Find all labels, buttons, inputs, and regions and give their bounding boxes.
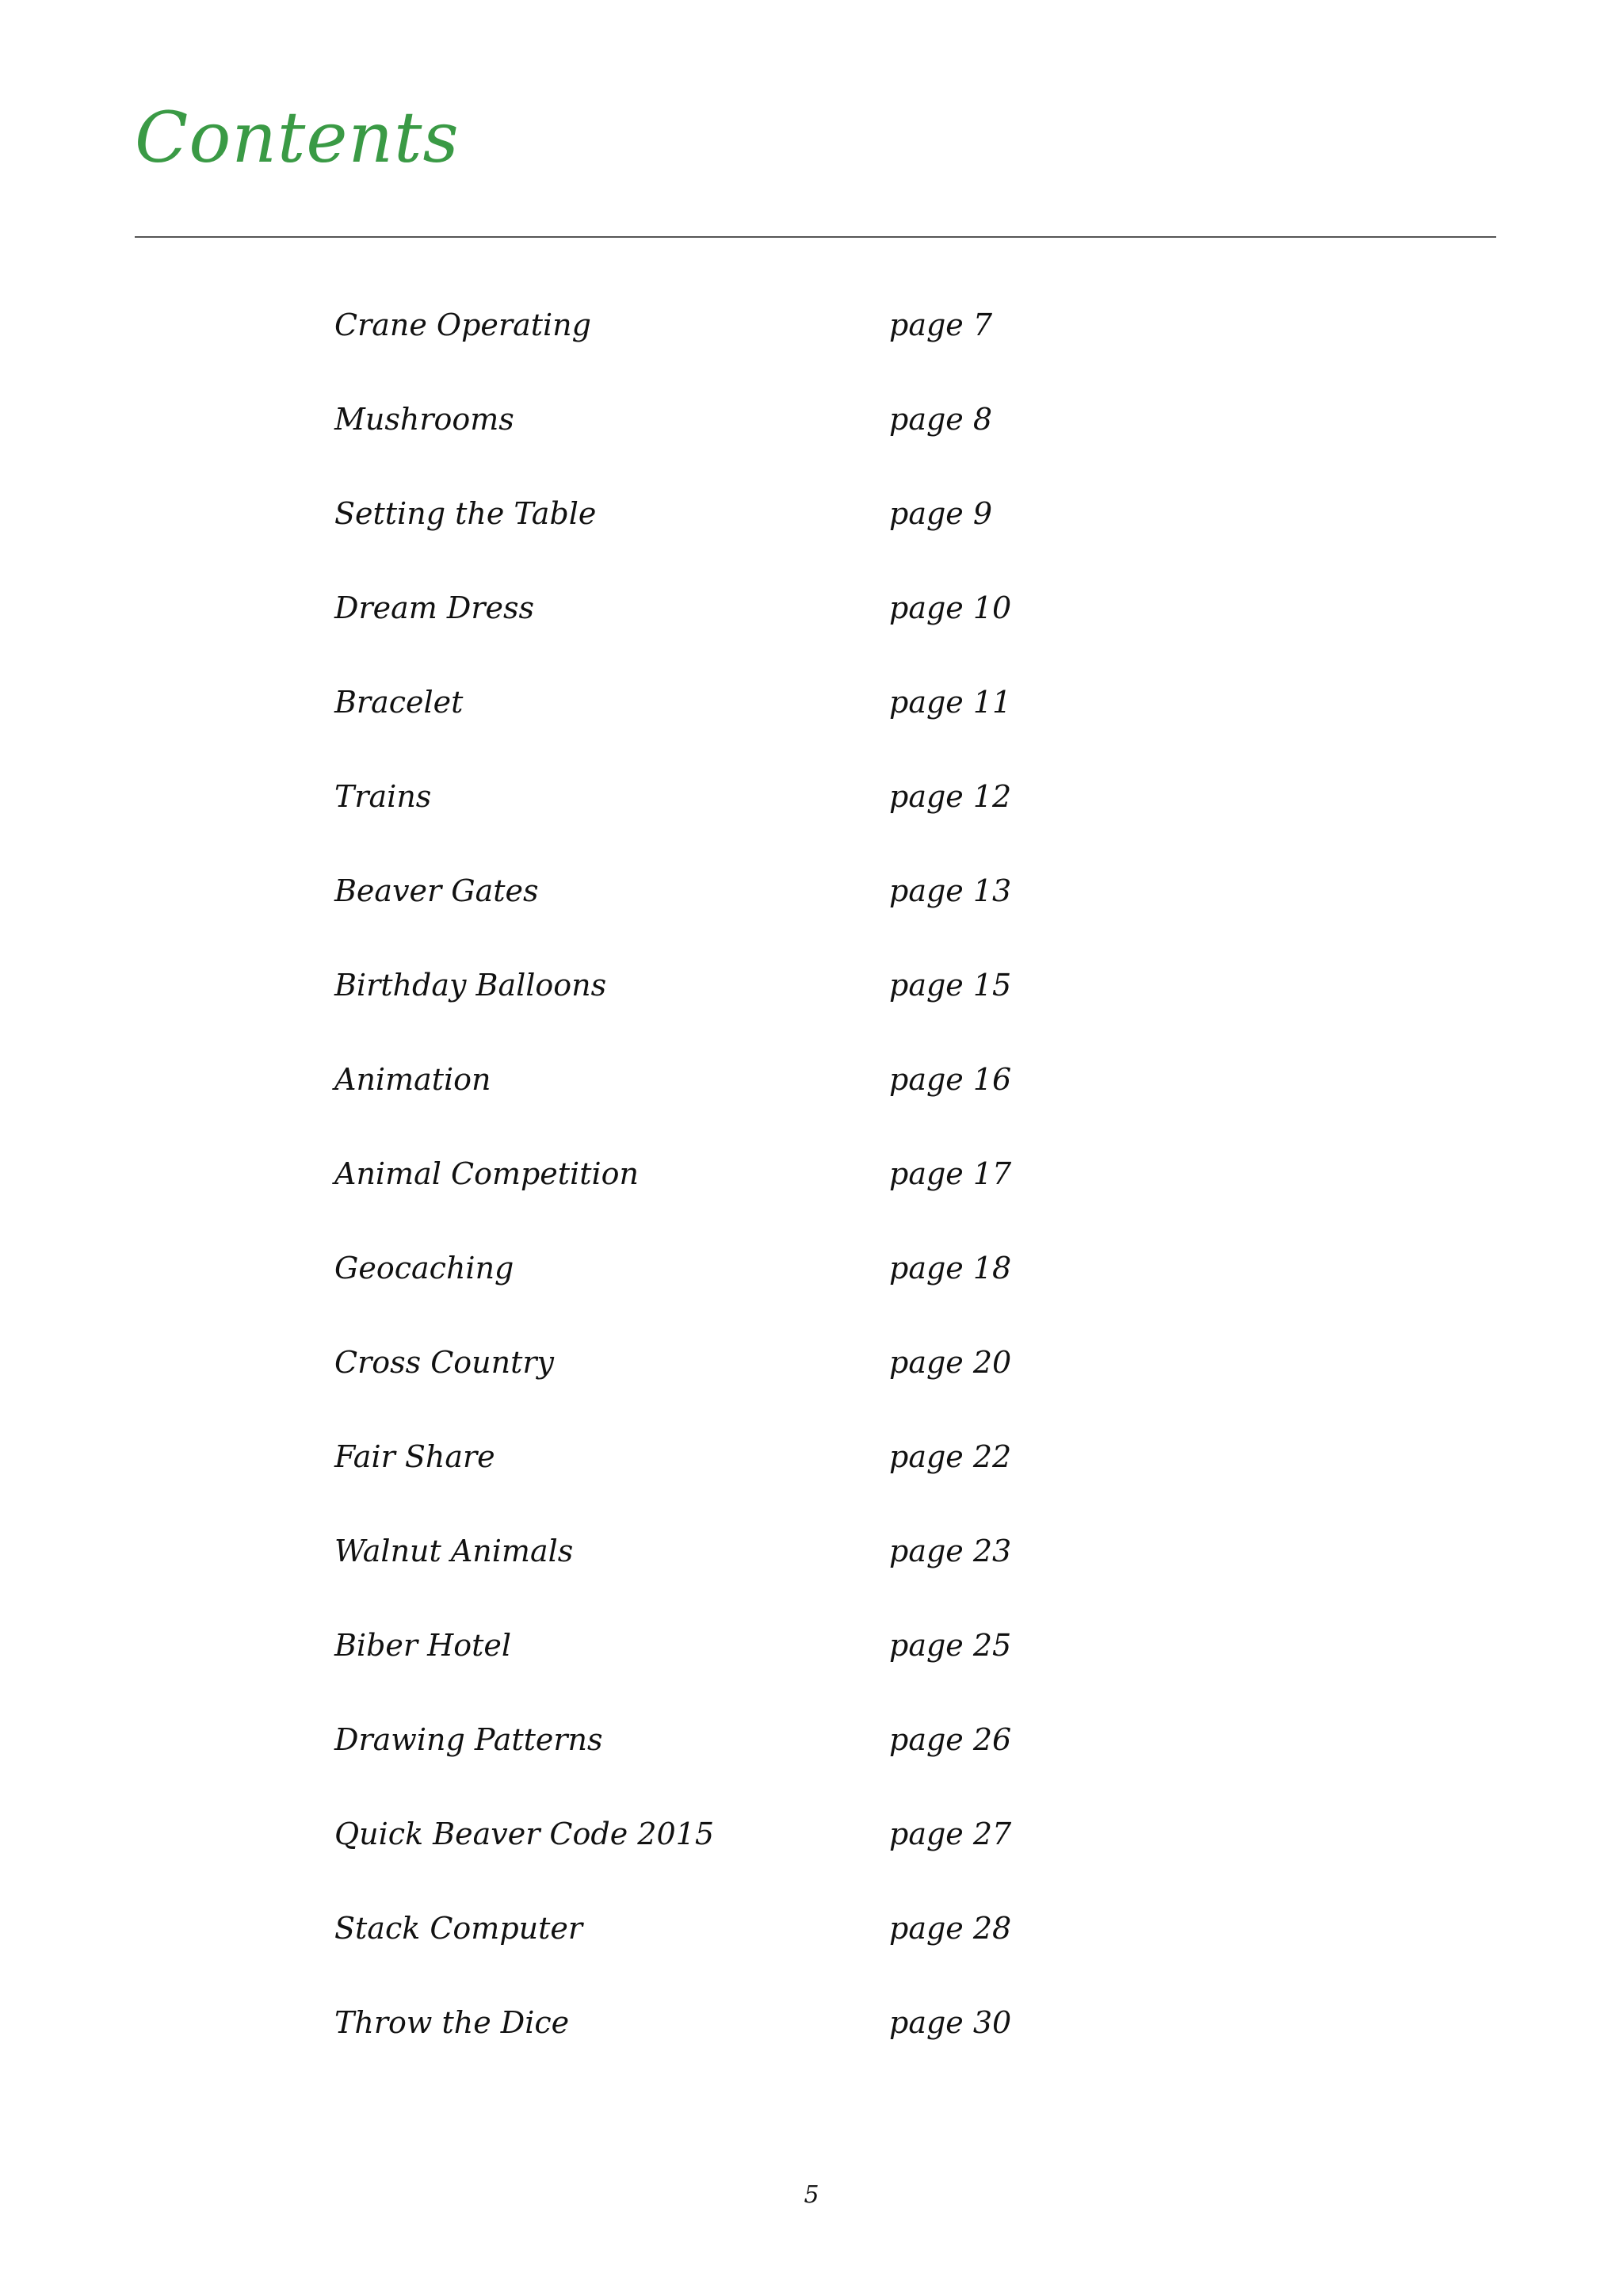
toc-entry-page: page 8 [889,402,993,437]
toc-entry-title: Birthday Balloons [334,968,607,1003]
toc-entry-title: Setting the Table [334,496,597,531]
toc-entry-page: page 13 [889,873,1012,908]
toc-entry-page: page 25 [889,1628,1012,1663]
toc-entry-title: Crane Operating [334,308,591,342]
toc-entry-page: page 9 [889,496,993,531]
toc-entry [334,1142,1127,1236]
toc-entry [334,576,1127,670]
toc-entry [334,388,1127,482]
toc-entry [334,1614,1127,1708]
toc-entry [334,1708,1127,1802]
toc-entry [334,670,1127,765]
page-number: 5 [804,2181,819,2209]
toc-entry [334,1331,1127,1425]
toc-entry-page: page 10 [889,590,1012,625]
toc-entry-page: page 11 [889,685,1012,720]
toc-entry-page: page 28 [889,1911,1012,1946]
title-divider [135,236,1496,238]
toc-entry-title: Mushrooms [334,402,514,437]
toc-entry-page: page 12 [889,779,1012,814]
toc-entry-title: Quick Beaver Code 2015 [334,1817,714,1851]
toc-entry-title: Biber Hotel [334,1628,512,1663]
toc-entry-page: page 22 [889,1439,1012,1474]
toc-entry [334,859,1127,953]
toc-entry-title: Trains [334,779,432,814]
toc-entry [334,1048,1127,1142]
toc-entry [334,1897,1127,1991]
toc-entry [334,765,1127,859]
toc-entry-page: page 26 [889,1722,1012,1757]
toc-entry-page: page 16 [889,1062,1012,1097]
toc-entry-title: Dream Dress [334,590,535,625]
toc-entry-page: page 27 [889,1817,1012,1851]
toc-entry-page: page 30 [889,2005,1012,2040]
toc-entry-title: Animation [334,1062,491,1097]
toc-entry-page: page 7 [889,308,993,342]
toc-entry [334,1425,1127,1519]
toc-entry [334,1236,1127,1331]
toc-entry-title: Cross Country [334,1345,555,1380]
toc-entry-title: Fair Share [334,1439,495,1474]
toc-entry [334,1802,1127,1897]
toc-entry-title: Bracelet [334,685,464,720]
toc-entry-title: Animal Competition [334,1156,639,1191]
toc-entry [334,482,1127,576]
toc-entry-title: Walnut Animals [334,1534,574,1568]
toc-entry [334,1991,1127,2085]
toc-entry-title: Throw the Dice [334,2005,570,2040]
toc-entry [334,953,1127,1048]
toc-entry-title: Beaver Gates [334,873,539,908]
toc-entry-page: page 23 [889,1534,1012,1568]
toc-entry-page: page 17 [889,1156,1012,1191]
toc-entry-page: page 18 [889,1251,1012,1286]
toc-entry-title: Drawing Patterns [334,1722,603,1757]
toc-entry-page: page 20 [889,1345,1012,1380]
page-title: Contents [135,97,460,178]
toc-entry-title: Geocaching [334,1251,514,1286]
table-of-contents [334,293,1127,2085]
toc-entry-title: Stack Computer [334,1911,583,1946]
toc-entry [334,293,1127,388]
toc-entry-page: page 15 [889,968,1012,1003]
toc-entry [334,1519,1127,1614]
